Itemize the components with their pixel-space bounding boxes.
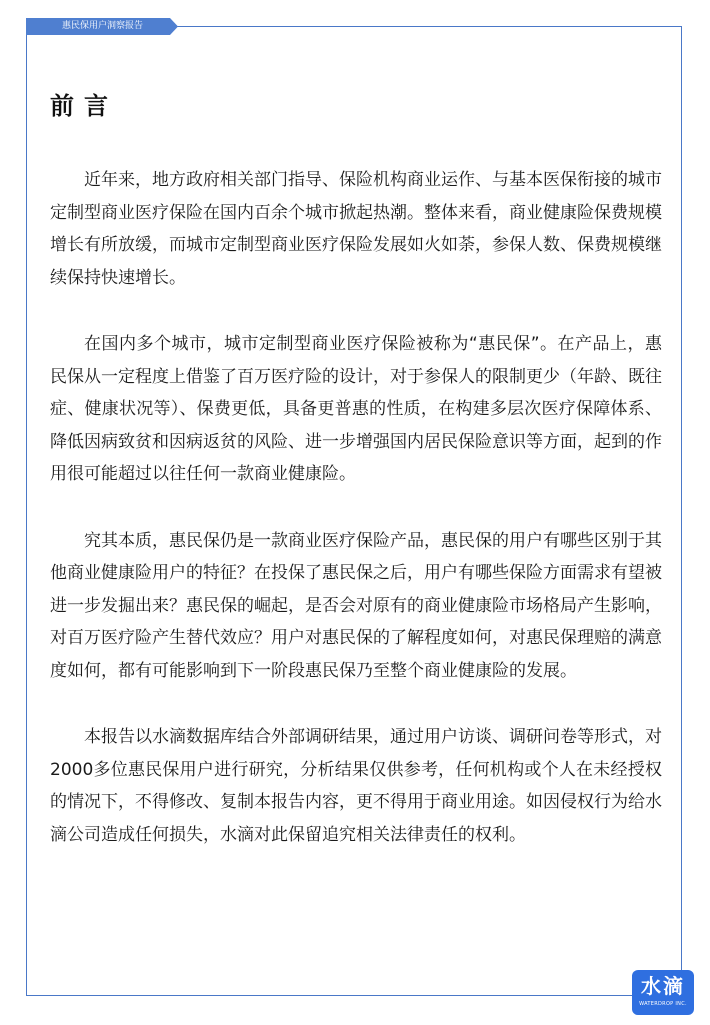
preface-paragraph: 在国内多个城市，城市定制型商业医疗保险被称为“惠民保”。在产品上，惠民保从一定程度上借鉴了百万医疗险的设计，对于参保人的限制更少（年龄、既往症、健康状况等）、保费更低，具备更普惠的性质，在构建多层次医疗保障体系、降低因病致贫和因病返贫的风险、进一步增强国内居民保险意识等方面，起到的作用很可能超过以往任何一款商业健康险。 <box>50 334 662 484</box>
report-tag-label: 惠民保用户洞察报告 <box>62 21 144 31</box>
preface-paragraph: 本报告以水滴数据库结合外部调研结果，通过用户访谈、调研问卷等形式，对2000多位惠民保用户进行研究，分析结果仅供参考，任何机构或个人在未经授权的情况下，不得修改、复制本报告内容，更不得用于商业用途。如因侵权行为给水滴公司造成任何损失，水滴对此保留追究相关法律责任的权利。 <box>50 727 662 845</box>
waterdrop-logo <box>632 970 694 1015</box>
logo-mark: 水滴 <box>641 974 685 998</box>
report-tag <box>26 18 178 35</box>
page-title: 前言 <box>50 92 118 120</box>
logo-subtitle: WATERDROP INC. <box>639 1001 687 1007</box>
preface-paragraph: 近年来，地方政府相关部门指导、保险机构商业运作、与基本医保衔接的城市定制型商业医疗保险在国内百余个城市掀起热潮。整体来看，商业健康险保费规模增长有所放缓，而城市定制型商业医疗保险发展如火如荼，参保人数、保费规模继续保持快速增长。 <box>50 170 662 288</box>
preface-body <box>50 164 662 885</box>
preface-paragraph: 究其本质，惠民保仍是一款商业医疗保险产品，惠民保的用户有哪些区别于其他商业健康险用户的特征？在投保了惠民保之后，用户有哪些保险方面需求有望被进一步发掘出来？惠民保的崛起，是否会对原有的商业健康险市场格局产生影响，对百万医疗险产生替代效应？用户对惠民保的了解程度如何，对惠民保理赔的满意度如何，都有可能影响到下一阶段惠民保乃至整个商业健康险的发展。 <box>50 530 662 681</box>
